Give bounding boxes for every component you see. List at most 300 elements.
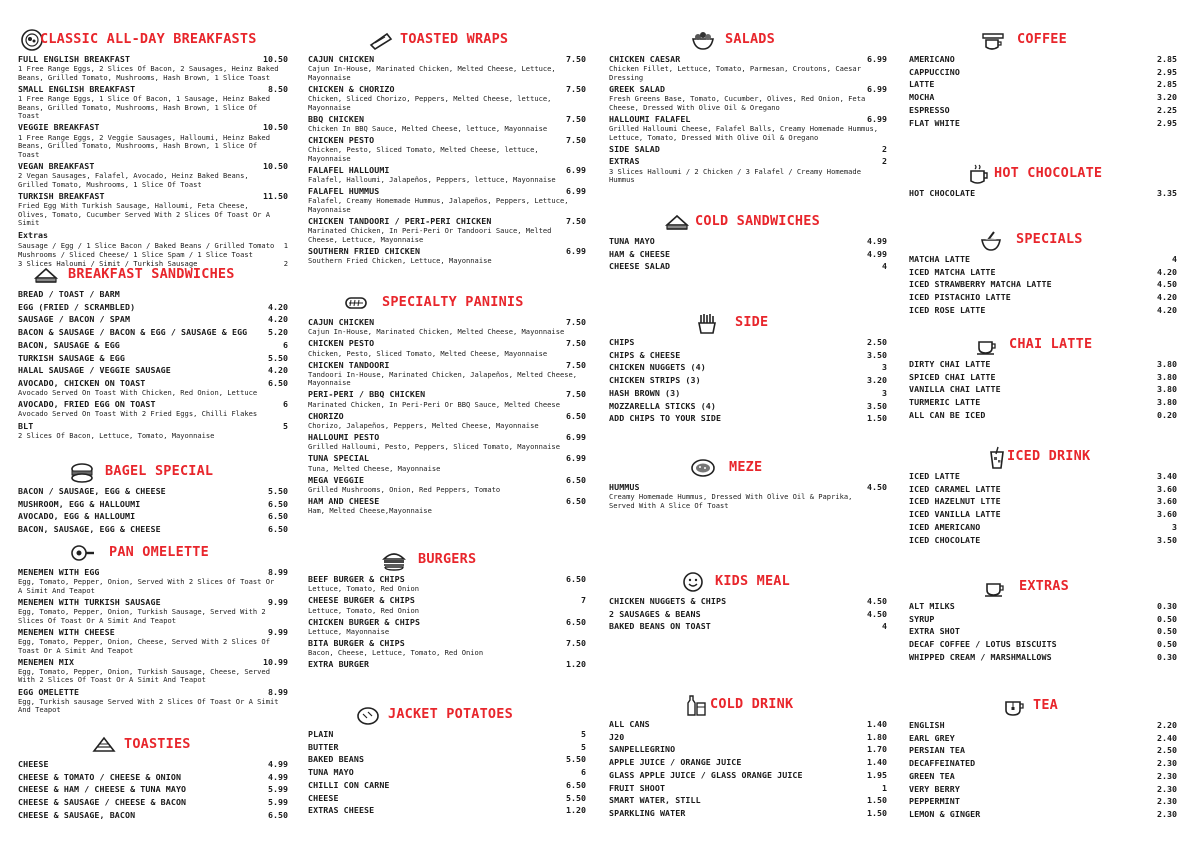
menu-item-name: EGG (FRIED / SCRAMBLED) (18, 301, 136, 312)
menu-item (909, 384, 1177, 395)
menu-item-name: ICED VANILLA LATTE (909, 509, 1001, 520)
menu-item-name: CHICKEN & CHORIZO (308, 83, 395, 94)
menu-item-name: CHICKEN TANDOORI (308, 359, 390, 370)
menu-item-name: BACON, SAUSAGE, EGG & CHEESE (18, 524, 161, 535)
menu-item-price: 6.99 (867, 113, 887, 124)
menu-item (609, 770, 887, 781)
menu-item-name: EXTRA SHOT (909, 626, 960, 637)
menu-item-description: Lettuce, Mayonnaise (308, 626, 390, 636)
menu-item-name: SAUSAGE / BACON / SPAM (18, 314, 131, 325)
menu-item-name: MENEMEN WITH TURKISH SAUSAGE (18, 596, 161, 607)
section-heading (909, 226, 1177, 254)
menu-item-name: CHEESE & SAUSAGE / CHEESE & BACON (18, 797, 187, 808)
menu-item-description: Fried Egg With Turkish Sausage, Halloumi, Feta Cheese, Olives, Tomato, Cucumber Served With 2 Slices Of Toast Or A Simit (18, 200, 270, 228)
menu-item-name: SANPELLEGRINO (609, 744, 676, 755)
menu-item-name: PLAIN (308, 729, 334, 739)
menu-item-price: 4.20 (268, 301, 288, 312)
menu-item (18, 161, 288, 189)
menu-item-price: 6.99 (867, 83, 887, 94)
extras-line (18, 241, 288, 259)
menu-item (909, 784, 1177, 795)
menu-item-price: 8.99 (268, 686, 288, 697)
section-heading (609, 309, 887, 337)
section-title: JACKET POTATOES (388, 706, 513, 722)
menu-item-name: CHEESE SALAD (609, 261, 671, 272)
section-title: CLASSIC ALL-DAY BREAKFASTS (40, 31, 257, 47)
menu-item-name: CHEESE & TOMATO / CHEESE & ONION (18, 771, 182, 782)
menu-item-name: ICED STRAWBERRY MATCHA LATTE (909, 279, 1052, 290)
menu-item-price: 2.30 (1157, 808, 1177, 819)
menu-item-price: 7.50 (566, 317, 586, 327)
section-heading (308, 701, 586, 729)
menu-item (609, 596, 887, 607)
menu-item-name: CHICKEN NUGGETS & CHIPS (609, 596, 727, 606)
menu-item-description: Avocado Served On Toast With 2 Fried Eggs, Chilli Flakes (18, 409, 258, 419)
section-heading (18, 458, 288, 486)
menu-item (909, 92, 1177, 103)
menu-item-price: 0.30 (1157, 651, 1177, 662)
menu-item-name: J20 (609, 731, 625, 742)
menu-item-price: 2.40 (1157, 732, 1177, 743)
menu-item-name: CHICKEN BURGER & CHIPS (308, 616, 421, 627)
menu-item (609, 808, 887, 819)
menu-item-name: ICED ROSE LATTE (909, 304, 986, 315)
section-burgers (308, 546, 586, 672)
menu-item-description: Egg, Turkish sausage Served With 2 Slices Of Toast Or A Simit And Teapot (18, 696, 279, 715)
menu-item-price: 6.50 (268, 377, 288, 388)
menu-item-price: 4 (882, 621, 887, 632)
menu-item (909, 745, 1177, 756)
bagel-icon (68, 459, 96, 485)
menu-item-price: 6.50 (566, 474, 586, 485)
menu-item-price: 2.30 (1157, 770, 1177, 781)
menu-item-price: 3.20 (867, 375, 887, 386)
section-title: HOT CHOCOLATE (994, 165, 1103, 181)
menu-item-name: GLASS APPLE JUICE / GLASS ORANGE JUICE (609, 769, 803, 780)
menu-item-name: MEGA VEGGIE (308, 474, 365, 485)
menu-item-price: 3.50 (867, 400, 887, 411)
menu-item-price: 7.50 (566, 83, 586, 94)
menu-item-name: GREEN TEA (909, 770, 955, 781)
menu-item-name: HAM & CHEESE (609, 248, 671, 259)
section-heading (18, 26, 288, 54)
menu-item-price: 3.60 (1157, 483, 1177, 494)
menu-item (18, 421, 288, 441)
menu-item-price: 2.85 (1157, 54, 1177, 64)
menu-item-description: Egg, Tomato, Pepper, Onion, Turkish Sausage, Served With 2 Slices Of Toast Or A Simit And Teapot (18, 607, 266, 625)
menu-item-name: TURKISH BREAKFAST (18, 190, 105, 201)
menu-item-name: CAJUN CHICKEN (308, 317, 375, 327)
menu-item-name: WHIPPED CREAM / MARSHMALLOWS (909, 651, 1052, 662)
menu-item (18, 759, 288, 770)
menu-item-description: Avocado Served On Toast With Chicken, Red Onion, Lettuce (18, 388, 258, 398)
menu-item (609, 337, 887, 348)
menu-item-price: 9.99 (268, 626, 288, 637)
section-title: TOASTED WRAPS (400, 31, 509, 47)
menu-item (609, 719, 887, 730)
cup-icon (981, 574, 1009, 600)
menu-item (909, 522, 1177, 533)
menu-item-name: EXTRA BURGER (308, 659, 370, 670)
menu-item-price: 2 (882, 143, 887, 154)
menu-item (18, 314, 288, 325)
menu-item (909, 733, 1177, 744)
menu-item-description: Egg, Tomato, Pepper, Onion, Served With 2 Slices Of Toast Or A Simit And Teapot (18, 577, 275, 595)
menu-item (308, 360, 586, 388)
section-specialty-paninis (308, 289, 586, 517)
menu-item-price: 3.80 (1157, 371, 1177, 382)
menu-item-price: 6 (283, 339, 288, 350)
section-heading (909, 692, 1177, 720)
menu-item-name: CHICKEN TANDOORI / PERI-PERI CHICKEN (308, 216, 492, 227)
menu-item-price: 6.50 (268, 809, 288, 820)
salad-icon (689, 27, 717, 53)
menu-item (609, 609, 887, 620)
menu-item-name: ICED PISTACHIO LATTE (909, 292, 1011, 303)
menu-item (909, 535, 1177, 546)
menu-item-name: BUTTER (308, 741, 339, 752)
menu-item-description: Marinated Chicken, In Peri-Peri Or Tandoori Sauce, Melted Cheese, Lettuce, Mayonnaise (308, 226, 552, 244)
menu-item (18, 302, 288, 313)
menu-item-price: 2.25 (1157, 104, 1177, 115)
menu-item (909, 397, 1177, 408)
menu-item-price: 1.70 (867, 744, 887, 755)
menu-item-price: 4.50 (1157, 279, 1177, 290)
menu-column-3 (609, 0, 887, 850)
menu-item-price: 7.50 (566, 113, 586, 124)
menu-item-name: CHIPS (609, 337, 635, 347)
menu-item-price: 1.40 (867, 719, 887, 729)
menu-item-price: 6.99 (867, 54, 887, 64)
menu-item (308, 780, 586, 791)
menu-item-price: 4.50 (867, 596, 887, 606)
menu-item (308, 216, 586, 244)
section-title: COFFEE (1017, 31, 1067, 47)
section-title: SALADS (725, 31, 775, 47)
menu-item-price: 8.50 (268, 83, 288, 94)
panini-icon (342, 290, 370, 316)
section-title: COLD SANDWICHES (695, 213, 820, 229)
section-kids-meal (609, 568, 887, 634)
menu-item-name: LEMON & GINGER (909, 808, 981, 819)
menu-item (18, 524, 288, 535)
menu-item (909, 771, 1177, 782)
menu-item-price: 9.99 (268, 596, 288, 607)
extras-line-text: 3 Slices Haloumi / Simit / Turkish Sausage (18, 259, 198, 269)
menu-item-name: DIRTY CHAI LATTE (909, 359, 991, 369)
bottle-icon (681, 692, 709, 718)
menu-item-price: 4.50 (867, 608, 887, 619)
menu-item-price: 4.99 (268, 771, 288, 782)
section-title: MEZE (729, 459, 763, 475)
menu-item-description: Grilled Halloumi, Pesto, Peppers, Sliced Tomato, Mayonnaise (308, 442, 560, 452)
menu-item (609, 375, 887, 386)
menu-item-description: Lettuce, Tomato, Red Onion (308, 584, 420, 594)
menu-item-name: CHEESE (18, 759, 49, 769)
bowl-icon (689, 455, 717, 481)
menu-item-name: HALLOUMI FALAFEL (609, 113, 691, 124)
menu-item-name: SMART WATER, STILL (609, 795, 701, 806)
menu-column-2 (308, 0, 586, 850)
menu-item-name: CHICKEN NUGGETS (4) (609, 362, 706, 373)
menu-item-name: TUNA MAYO (308, 767, 354, 778)
menu-item (308, 114, 586, 134)
section-title: KIDS MEAL (715, 573, 790, 589)
menu-item (609, 795, 887, 806)
section-title: EXTRAS (1019, 578, 1069, 594)
menu-item-price: 1.95 (867, 769, 887, 780)
menu-item-name: BACON / SAUSAGE, EGG & CHEESE (18, 486, 166, 496)
menu-item-price: 7.50 (566, 135, 586, 146)
menu-item (18, 687, 288, 715)
section-title: SIDE (735, 314, 769, 330)
menu-item-price: 7 (581, 595, 586, 606)
menu-item (909, 496, 1177, 507)
menu-item-price: 2.20 (1157, 720, 1177, 730)
section-side (609, 309, 887, 426)
menu-item-price: 0.50 (1157, 639, 1177, 650)
menu-item-price: 2.30 (1157, 758, 1177, 769)
section-hot-chocolate (909, 160, 1177, 201)
menu-item (609, 388, 887, 399)
menu-item-price: 1.40 (867, 757, 887, 768)
section-cold-sandwiches (609, 208, 887, 274)
menu-item-name: SPARKLING WATER (609, 807, 686, 818)
menu-item-name: ALL CAN BE ICED (909, 409, 986, 420)
menu-item (909, 267, 1177, 278)
menu-item (18, 797, 288, 808)
section-title: CHAI LATTE (1009, 336, 1093, 352)
menu-item (18, 289, 288, 300)
menu-item (308, 617, 586, 637)
menu-item-price: 6.99 (566, 432, 586, 443)
teacup-icon (1001, 693, 1029, 719)
menu-item (308, 793, 586, 804)
menu-item-name: CHEESE BURGER & CHIPS (308, 595, 415, 606)
menu-item-name: BACON & SAUSAGE / BACON & EGG / SAUSAGE & EGG (18, 327, 248, 338)
menu-item-name: AVOCADO, CHICKEN ON TOAST (18, 377, 146, 388)
menu-item (909, 279, 1177, 290)
menu-item-name: PERI-PERI / BBQ CHICKEN (308, 389, 426, 400)
menu-item (308, 729, 586, 740)
menu-item-description: Cajun In-House, Marinated Chicken, Melted Cheese, Lettuce, Mayonnaise (308, 64, 556, 82)
menu-item (609, 413, 887, 424)
menu-item-name: VERY BERRY (909, 783, 960, 794)
section-coffee (909, 26, 1177, 130)
menu-item-name: DECAFFEINATED (909, 758, 976, 769)
menu-item-name: PEPPERMINT (909, 796, 960, 807)
menu-item (18, 567, 288, 595)
menu-item (308, 496, 586, 516)
menu-item (18, 597, 288, 625)
menu-item-name: SOUTHERN FRIED CHICKEN (308, 246, 421, 257)
matcha-icon (977, 227, 1005, 253)
smiley-icon (679, 569, 707, 595)
menu-item (909, 359, 1177, 370)
menu-item (909, 79, 1177, 90)
sandwich-icon (32, 262, 60, 288)
menu-item (609, 156, 887, 184)
menu-item-price: 4 (1172, 254, 1177, 264)
burger-icon (380, 547, 408, 573)
menu-item-name: ESPRESSO (909, 104, 950, 115)
menu-item (18, 784, 288, 795)
menu-item-name: BACON, SAUSAGE & EGG (18, 339, 120, 350)
menu-item (18, 627, 288, 655)
menu-item (308, 246, 586, 266)
menu-item-description: Tuna, Melted Cheese, Mayonnaise (308, 463, 441, 473)
section-heading (609, 691, 887, 719)
menu-item (609, 54, 887, 82)
menu-item-price: 6.50 (566, 410, 586, 421)
menu-item (909, 720, 1177, 731)
menu-item-price: 6.99 (566, 164, 586, 175)
menu-item-price: 5.50 (566, 754, 586, 765)
menu-item-price: 2.50 (1157, 745, 1177, 756)
menu-item-name: HUMMUS (609, 482, 640, 492)
menu-item-description: Southern Fried Chicken, Lettuce, Mayonnaise (308, 256, 492, 266)
menu-item-description: Chicken In BBQ Sauce, Melted Cheese, lettuce, Mayonnaise (308, 123, 548, 133)
menu-item-price: 0.20 (1157, 409, 1177, 420)
menu-item-price: 3 (882, 362, 887, 373)
menu-item-price: 4.99 (867, 248, 887, 259)
menu-item-name: BREAD / TOAST / BARM (18, 289, 120, 299)
section-toasties (18, 731, 288, 823)
menu-item (18, 499, 288, 510)
menu-item (308, 595, 586, 615)
menu-item (609, 350, 887, 361)
menu-item (18, 511, 288, 522)
menu-item-name: ICED CHOCOLATE (909, 534, 981, 545)
menu-item-price: 5 (581, 729, 586, 739)
menu-item-price: 1.20 (566, 659, 586, 670)
menu-item-price: 7.50 (566, 54, 586, 64)
section-salads (609, 26, 887, 186)
menu-item (909, 484, 1177, 495)
menu-item-description: Falafel, Halloumi, Jalapeños, Peppers, lettuce, Mayonnaise (308, 175, 556, 185)
section-title: TEA (1033, 697, 1058, 713)
menu-item-price: 2 (882, 156, 887, 167)
menu-item-price: 10.99 (263, 656, 288, 667)
section-cold-drink (609, 691, 887, 821)
section-title: BURGERS (418, 551, 477, 567)
menu-item (609, 482, 887, 510)
section-specials (909, 226, 1177, 318)
menu-item (909, 809, 1177, 820)
menu-item (308, 767, 586, 778)
menu-item-description: Egg, Tomato, Pepper, Onion, Turkish Sausage, Cheese, Served With 2 Slices Of Toast Or A Simit And Teapot (18, 666, 270, 685)
menu-item-price: 3.40 (1157, 471, 1177, 481)
menu-item-price: 6.50 (268, 511, 288, 522)
section-classic-breakfasts (18, 26, 288, 268)
menu-item (308, 453, 586, 473)
menu-item-description: Chicken, Pesto, Sliced Tomato, Melted Cheese, lettuce, Mayonnaise (308, 145, 539, 163)
section-title: BREAKFAST SANDWICHES (68, 266, 235, 282)
section-title: SPECIALS (1016, 231, 1083, 247)
menu-item (609, 362, 887, 373)
coffee-machine-icon (979, 27, 1007, 53)
menu-item-name: FULL ENGLISH BREAKFAST (18, 54, 131, 64)
menu-item-price: 4.20 (268, 365, 288, 376)
menu-item (18, 191, 288, 228)
menu-item-price: 5 (581, 741, 586, 752)
menu-item-price: 4.20 (1157, 304, 1177, 315)
menu-item-price: 10.50 (263, 54, 288, 64)
menu-item (18, 54, 288, 82)
menu-item-name: MOCHA (909, 92, 935, 103)
menu-item (609, 401, 887, 412)
section-heading (308, 26, 586, 54)
menu-item-price: 3.80 (1157, 384, 1177, 395)
menu-item-price: 1.50 (867, 413, 887, 424)
section-toasted-wraps (308, 26, 586, 267)
menu-item-price: 7.50 (566, 338, 586, 349)
menu-item-price: 3.80 (1157, 397, 1177, 408)
menu-item (308, 574, 586, 594)
menu-item-name: CHORIZO (308, 410, 344, 421)
menu-item-description: 1 Free Range Eggs, 2 Slices Of Bacon, 2 Sausages, Heinz Baked Beans, Grilled Tomato, Mushrooms, Hash Brown, 1 Slice Toast (18, 64, 279, 82)
section-heading (308, 546, 586, 574)
menu-item (18, 84, 288, 121)
menu-item-name: SMALL ENGLISH BREAKFAST (18, 83, 136, 94)
menu-item-name: BLT (18, 420, 34, 431)
menu-item-name: HAM AND CHEESE (308, 495, 380, 506)
menu-item-description: Cajun In-House, Marinated Chicken, Melted Cheese, Mayonnaise (308, 327, 565, 337)
menu-item (308, 389, 586, 409)
menu-item (308, 659, 586, 670)
menu-item-name: BBQ CHICKEN (308, 113, 365, 124)
menu-item-price: 5.50 (566, 792, 586, 803)
menu-item-price: 3.35 (1157, 188, 1177, 198)
menu-item (609, 732, 887, 743)
section-title: SPECIALTY PANINIS (382, 294, 524, 310)
menu-item-description: Chicken, Pesto, Sliced Tomato, Melted Cheese, Mayonnaise (308, 348, 548, 358)
menu-item (609, 144, 887, 155)
menu-item-name: AVOCADO, FRIED EGG ON TOAST (18, 399, 156, 410)
section-title: PAN OMELETTE (109, 544, 209, 560)
section-heading (609, 208, 887, 236)
menu-item-name: BITA BURGER & CHIPS (308, 637, 405, 648)
menu-item-price: 6.99 (566, 453, 586, 464)
menu-item-price: 0.30 (1157, 601, 1177, 611)
menu-item-price: 4 (882, 261, 887, 272)
menu-item-name: BEEF BURGER & CHIPS (308, 574, 405, 584)
menu-item-price: 5.20 (268, 327, 288, 338)
section-heading (609, 568, 887, 596)
section-heading (609, 454, 887, 482)
menu-item (609, 114, 887, 142)
menu-item-name: TURMERIC LATTE (909, 397, 981, 408)
section-heading (909, 573, 1177, 601)
menu-item (308, 186, 586, 214)
menu-item (609, 249, 887, 260)
menu-item (18, 122, 288, 159)
menu-item-price: 1.80 (867, 731, 887, 742)
menu-item-description: Chorizo, Jalapeños, Peppers, Melted Cheese, Mayonnaise (308, 420, 539, 430)
menu-item-price: 1.50 (867, 807, 887, 818)
menu-item (909, 54, 1177, 65)
section-heading (909, 331, 1177, 359)
menu-item (18, 657, 288, 685)
menu-item (909, 410, 1177, 421)
menu-item (308, 338, 586, 358)
menu-item (18, 353, 288, 364)
menu-item-price: 4.20 (1157, 292, 1177, 303)
menu-item-price: 5.99 (268, 797, 288, 808)
menu-item-name: CAJUN CHICKEN (308, 54, 375, 64)
menu-item-name: MENEMEN MIX (18, 656, 75, 667)
menu-item-price: 6 (283, 399, 288, 410)
